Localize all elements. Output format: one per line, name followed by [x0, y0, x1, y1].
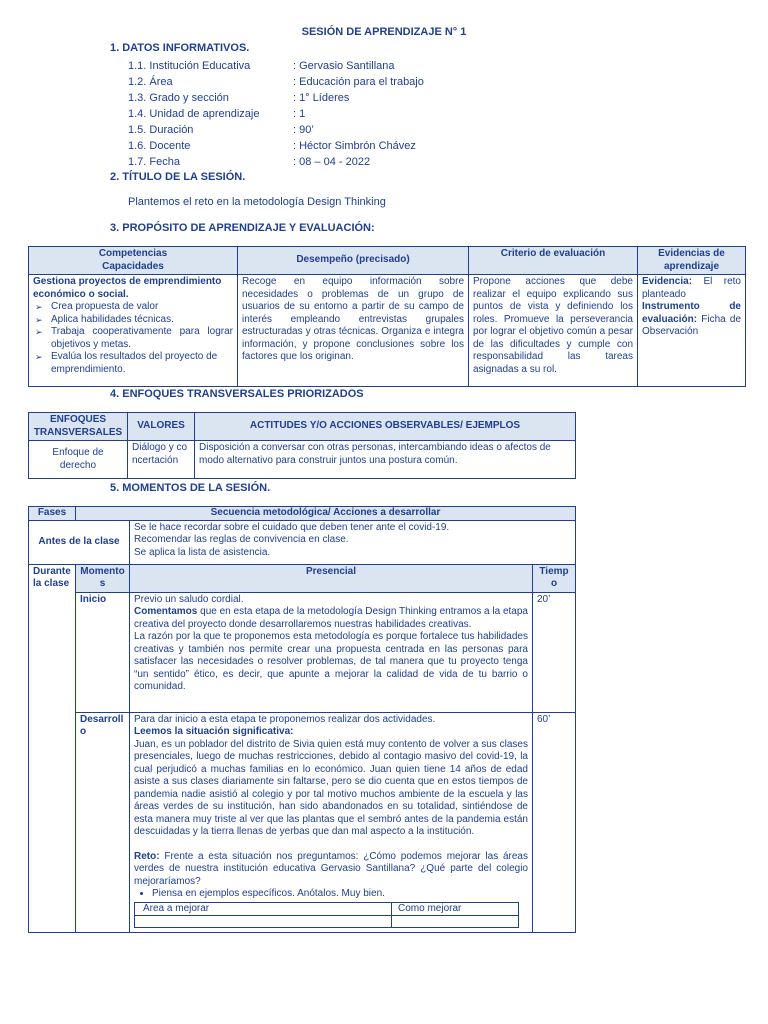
desarrollo-time: 60’ — [533, 712, 576, 933]
antes-label: Antes de la clase — [29, 520, 130, 564]
section-4-heading: 4. ENFOQUES TRANSVERSALES PRIORIZADOS — [110, 388, 364, 400]
antes-cell: Se le hace recordar sobre el cuidado que deben tener ante el covid-19. Recomendar las reglas de convivencia en clase. Se aplica la lista de asistencia. — [130, 520, 576, 564]
info-row: 1.6. Docente : Héctor Simbrón Chávez — [128, 140, 416, 152]
purpose-table — [28, 246, 746, 387]
sub-cell-area[interactable] — [135, 916, 392, 928]
section-2-heading: 2. TÍTULO DE LA SESIÓN. — [110, 171, 246, 183]
list-item: ➢ Crea propuesta de valor — [51, 301, 233, 314]
header-competencias: Competencias Capacidades — [29, 247, 238, 275]
header-criterio: Criterio de evaluación — [469, 247, 638, 275]
momentos-table — [28, 506, 576, 933]
inicio-cell: Previo un saludo cordial. Comentamos que en esta etapa de la metodología Design Thinking entramos a la etapa creativa del proyecto donde desarrollaremos nuestras habilidades creativas. La razón por la que te proponemos esta metodología es porque fortalece tus habilidades creativas y también nos permite crear una propuesta centrada en las personas para satisfacer las necesidades o resolver problemas, de tal manera que tu proyecto tenga “un sentido” ético, es decir, que apunte a mejorar la calidad de vida de tu barrio o comunidad. — [130, 592, 533, 712]
section-3-heading: 3. PROPÓSITO DE APRENDIZAJE Y EVALUACIÓN: — [110, 222, 375, 234]
desarrollo-label: Desarrollo — [76, 712, 130, 933]
header-valores: VALORES — [128, 413, 195, 441]
criterio-cell: Propone acciones que debe realizar el equipo explicando sus puntos de vista y definiendo los roles. Promueve la perseverancia por lograr el objetivo común a pesar de las dificultades y cumple con responsabilidad las tareas asignadas a su rol. — [469, 275, 638, 387]
capacidades-list — [33, 301, 233, 376]
info-row: 1.7. Fecha : 08 – 04 - 2022 — [128, 156, 371, 168]
evidencias-cell: Evidencia: El reto planteado Instrumento de evaluación: Ficha de Observación — [638, 275, 746, 387]
enfoque-cell: Enfoque de derecho — [29, 441, 128, 479]
info-row: 1.4. Unidad de aprendizaje : 1 — [128, 108, 306, 120]
header-evidencias: Evidencias de aprendizaje — [638, 247, 746, 275]
header-presencial: Presencial — [130, 564, 533, 592]
enfoques-table — [28, 412, 576, 479]
actitudes-cell: Disposición a conversar con otras personas, intercambiando ideas o afectos de modo alternativo para construir juntos una postura común. — [195, 441, 576, 479]
desempeno-cell: Recoge en equipo información sobre necesidades o problemas de un grupo de usuarios de su entorno a partir de su campo de interés empleando entrevistas grupales estructuradas y otras técnicas. Organiza e integra información, y propone conclusiones sobre los factores que los originan. — [238, 275, 469, 387]
page-title: SESIÓN DE APRENDIZAJE N° 1 — [301, 26, 467, 38]
header-actitudes: ACTITUDES Y/O ACCIONES OBSERVABLES/ EJEMPLOS — [195, 413, 576, 441]
inicio-label: Inicio — [76, 592, 130, 712]
sub-cell-como[interactable] — [392, 916, 519, 928]
info-row: 1.1. Institución Educativa : Gervasio Santillana — [128, 60, 395, 72]
info-row: 1.3. Grado y sección : 1° Líderes — [128, 92, 350, 104]
improvement-subtable — [134, 902, 519, 929]
header-secuencia: Secuencia metodológica/ Acciones a desarrollar — [76, 507, 576, 521]
list-item: ➢ Trabaja cooperativamente para lograr objetivos y metas. — [51, 326, 233, 351]
list-item: ➢ Evalúa los resultados del proyecto de emprendimiento. — [51, 351, 233, 376]
competencias-cell: Gestiona proyectos de emprendimiento económico o social. ➢ Crea propuesta de valor ➢ Aplica habilidades técnicas. ➢ Trabaja cooperativamente para lograr objetivos y metas. ➢ Evalúa los resultados del proyecto de emprendimiento. — [29, 275, 238, 387]
sub-header-area: Area a mejorar — [135, 902, 392, 916]
list-item: • Piensa en ejemplos específicos. Anótalos. Muy bien. — [152, 888, 528, 901]
section-5-heading: 5. MOMENTOS DE LA SESIÓN. — [110, 482, 271, 494]
header-fases: Fases — [29, 507, 76, 521]
inicio-time: 20’ — [533, 592, 576, 712]
durante-label: Durante la clase — [29, 564, 76, 933]
header-tiempo: Tiempo — [533, 564, 576, 592]
header-momentos: Momentos — [76, 564, 130, 592]
session-title-text: Plantemos el reto en la metodología Design Thinking — [128, 196, 386, 208]
header-enfoques: ENFOQUES TRANSVERSALES — [29, 413, 128, 441]
info-row: 1.2. Área : Educación para el trabajo — [128, 76, 424, 88]
info-row: 1.5. Duración : 90’ — [128, 124, 314, 136]
section-1-heading: 1. DATOS INFORMATIVOS. — [110, 42, 250, 54]
desarrollo-cell: Para dar inicio a esta etapa te proponemos realizar dos actividades. Leemos la situación significativa: Juan, es un poblador del distrito de Sivia quien está muy contento de volver a sus clases presenciales, luego de muchas restricciones, debido al contagio masivo del covid-19, la cual perjudicó a muchas familias en lo económico. Juan quien tiene 14 años de edad asiste a sus clases diariamente sin faltarse, pero se dio cuenta que en estos tiempos de pandemia nadie asistió al colegio y por tal motivo muchos ambiente de la escuela y las áreas verdes de su institución, han sido abandonados en su totalidad, sintiéndose de esta manera muy triste al ver que las plantas que el sembró antes de la pandemia están descuidadas y la tierra llenas de yerbas que dan mal aspecto a la institución. Reto: Frente a esta situación nos preguntamos: ¿Cómo podemos mejorar las áreas verdes de nuestra institución educativa Gervasio Santillana? ¿Qué parte del colegio mejoraríamos? • Piensa en ejemplos específicos. Anótalos. Muy bien. Area a mejorar Como mejorar — [130, 712, 533, 933]
list-item: ➢ Aplica habilidades técnicas. — [51, 314, 233, 327]
bullet-list — [134, 888, 528, 901]
valores-cell: Diálogo y concertación — [128, 441, 195, 479]
info-list — [128, 58, 424, 170]
header-desempeno: Desempeño (precisado) — [238, 247, 469, 275]
sub-header-como: Como mejorar — [392, 902, 519, 916]
